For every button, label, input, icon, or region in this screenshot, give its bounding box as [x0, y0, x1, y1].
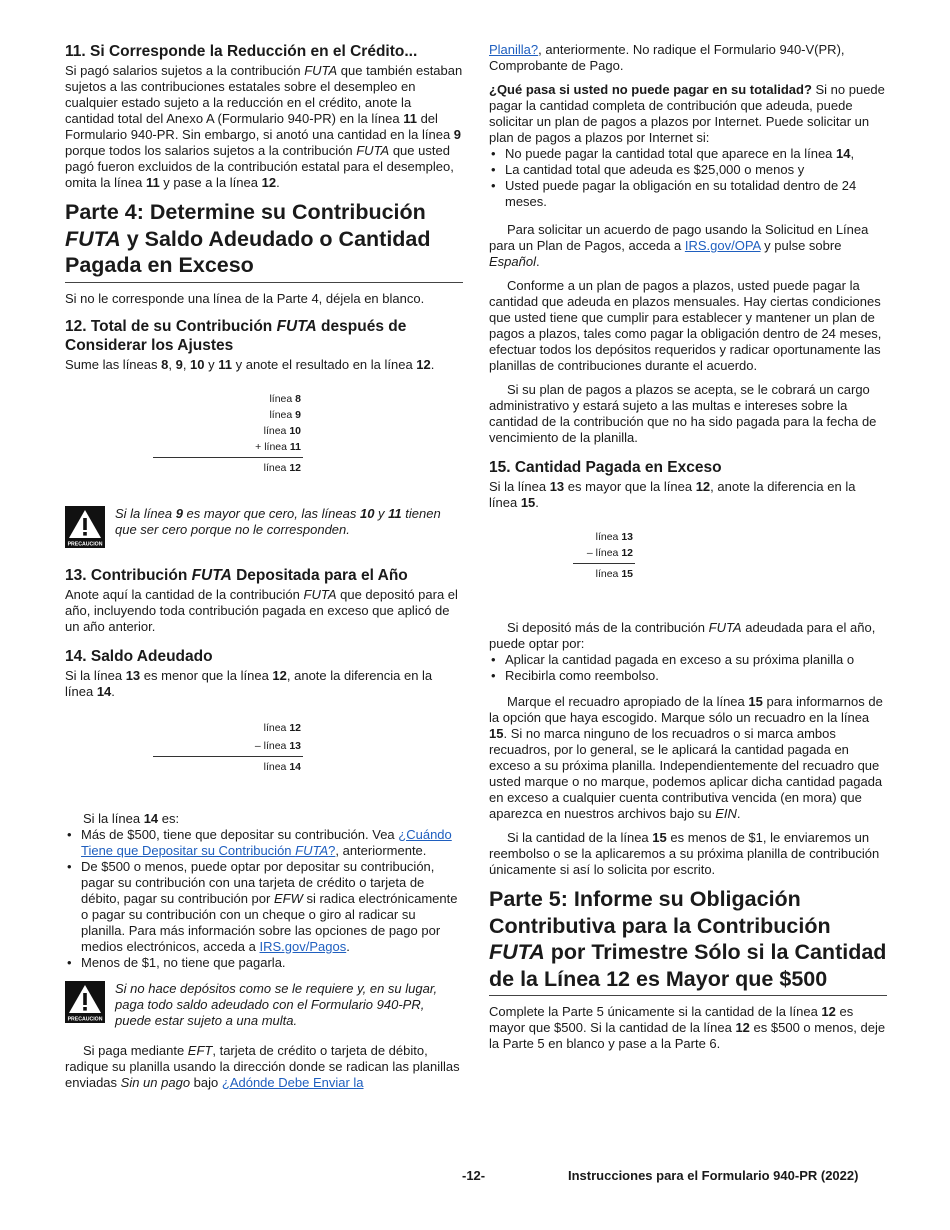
section-15-text: Si la línea 13 es mayor que la línea 12, anote la diferencia en la línea 15.	[489, 479, 856, 510]
irs-opa-link[interactable]: IRS.gov/OPA	[684, 238, 761, 253]
installment-question: ¿Qué pasa si usted no puede pagar en su totalidad?	[489, 82, 812, 97]
line-14-calculation	[153, 720, 303, 775]
irs-pagos-link[interactable]: IRS.gov/Pagos	[259, 938, 347, 954]
calc-line: línea 12	[263, 721, 301, 734]
section-14-text: Si la línea 13 es menor que la línea 12, anote la diferencia en la línea 14.	[65, 667, 433, 699]
calc-line: línea 13	[595, 531, 633, 543]
calc-total: línea 12	[153, 457, 303, 476]
accept-paragraph: Si su plan de pagos a plazos se acepta, se le cobrará un cargo administrativo y estará sujeto a las multas e intereses sobre la cantidad de la contribución que no ha sido pagada para la fecha de vencimiento de la planilla.	[489, 382, 877, 445]
calc-line: + línea 11	[255, 440, 301, 453]
section-12-title: 12. Total de su Contribución FUTA después de Considerar los Ajustes	[65, 317, 407, 354]
part-5-text: Complete la Parte 5 únicamente si la cantidad de la línea 12 es mayor que $500. Si la cantidad de la línea 12 es $500 o menos, deje la Parte 5 en blanco y pase a la Parte 6.	[489, 1004, 886, 1051]
section-11-title: 11. Si Corresponde la Reducción en el Crédito...	[65, 43, 418, 60]
opa-paragraph: Para solicitar un acuerdo de pago usando la Solicitud en Línea para un Plan de Pagos, acceda a IRS.gov/OPA y pulse sobre Español.	[489, 222, 869, 269]
continued-paragraph: Planilla?, anteriormente. No radique el Formulario 940-V(PR), Comprobante de Pago.	[489, 42, 845, 73]
overpaid-paragraph: Si depositó más de la contribución FUTA adeudada para el año, puede optar por:	[489, 620, 876, 651]
part-4-intro: Si no le corresponde una línea de la Parte 4, déjela en blanco.	[65, 290, 425, 306]
list-item: • No puede pagar la cantidad total que aparece en la línea 14,	[489, 146, 887, 162]
mark-box-paragraph: Marque el recuadro apropiado de la línea 15 para informarnos de la opción que haya escogido. Marque sólo un recuadro en la línea 15. Si no marca ninguno de los recuadros o si marca ambos recuadros, por lo general, se le aplicará la cantidad pagada en exceso a su próxima planilla. Independientemente del recuadro que usted marque o no marque, podemos aplicar dicha cantidad pagada en exceso a cualquier cuenta contributiva vencida (en mora) que aparezca en nuestros archivos bajo su EIN.	[489, 694, 883, 821]
less-than-1-paragraph: Si la cantidad de la línea 15 es menos de $1, le enviaremos un reembolso o se la aplicaremos a su próxima planilla de contribución únicamente si así lo solicita por escrito.	[489, 830, 880, 877]
calc-line: línea 9	[269, 408, 301, 421]
deposit-link[interactable]: ¿Cuándo Tiene que Depositar su Contribución FUTA?	[81, 826, 452, 858]
part-4-title: Parte 4: Determine su Contribución FUTA y Saldo Adeudado o Cantidad Pagada en Exceso	[65, 199, 463, 283]
where-to-file-link-cont[interactable]: Planilla?	[489, 42, 539, 57]
list-item: • Menos de $1, no tiene que pagarla.	[65, 955, 463, 971]
section-13-text: Anote aquí la cantidad de la contribución FUTA que depositó para el año, incluyendo toda contribución pagada en exceso que aplicó de un año anterior.	[65, 586, 458, 634]
list-item: • La cantidad total que adeuda es $25,000 o menos y	[489, 162, 887, 178]
calc-total: línea 15	[573, 563, 635, 582]
list-item: • Usted puede pagar la obligación en su totalidad dentro de 24 meses.	[489, 178, 887, 210]
calc-line: línea 10	[263, 424, 301, 437]
section-12-text: Sume las líneas 8, 9, 10 y 11 y anote el resultado en la línea 12.	[65, 356, 435, 372]
calc-total: línea 14	[153, 756, 303, 775]
caution-note-1	[65, 506, 463, 548]
section-14-conditions: Si la línea 14 es:	[83, 810, 180, 826]
part-5-title: Parte 5: Informe su Obligación Contributiva para la Contribución FUTA por Trimestre Sólo si la Cantidad de la Línea 12 es Mayor que $500	[489, 886, 887, 996]
line-12-calculation	[153, 391, 303, 476]
left-column	[65, 42, 463, 1099]
caution-icon	[65, 506, 105, 548]
section-11-text: Si pagó salarios sujetos a la contribución FUTA que también estaban sujetos a las contribuciones estatales sobre el desempleo en cualquier estado sujeto a la reducción en el crédito, anote la cantidad total del Anexo A (Formulario 940-PR) en la línea 11 del Formulario 940-PR. Sin embargo, si anotó una cantidad en la línea 9 porque todos los salarios sujetos a la contribución FUTA que usted pagó fueron excluidos de la contribución estatal para el desempleo, omita la línea 11 y pase a la línea 12.	[65, 63, 463, 190]
calc-line: – línea 13	[254, 739, 301, 752]
caution-text: Si la línea 9 es mayor que cero, las líneas 10 y 11 tienen que ser cero porque no le corresponden.	[115, 505, 441, 537]
calc-line: – línea 12	[586, 547, 633, 559]
svg-text:PRECAUCION: PRECAUCION	[67, 1016, 103, 1022]
section-15-title: 15. Cantidad Pagada en Exceso	[489, 459, 722, 476]
section-13-title: 13. Contribución FUTA Depositada para el Año	[65, 566, 408, 584]
installment-paragraph: ¿Qué pasa si usted no puede pagar en su totalidad? Si no puede pagar la cantidad completa de contribución que adeuda, puede solicitar un plan de pagos a plazos por Internet. Puede solicitar un plan de pagos a plazos por Internet si:	[489, 82, 885, 145]
line-15-calculation	[573, 529, 635, 582]
page-number: -12-	[462, 1168, 486, 1183]
where-to-file-link[interactable]: ¿Adónde Debe Enviar la	[221, 1074, 364, 1090]
section-14-title: 14. Saldo Adeudado	[65, 647, 213, 665]
list-item: • Aplicar la cantidad pagada en exceso a su próxima planilla o	[489, 652, 887, 668]
document-title: Instrucciones para el Formulario 940-PR (2022)	[568, 1168, 859, 1183]
list-item: • De $500 o menos, puede optar por depositar su contribución, pagar su contribución con una tarjeta de crédito o tarjeta de débito, pagar su contribución por EFW si radica electrónicamente o pagar su contribución con un cheque o giro al radicar su planilla. Para más información sobre las opciones de pago por medios electrónicos, acceda a IRS.gov/Pagos.	[65, 859, 463, 955]
eft-paragraph: Si paga mediante EFT, tarjeta de crédito o tarjeta de débito, radique su planilla usando la dirección donde se radican las planillas enviadas Sin un pago bajo ¿Adónde Debe Enviar la	[65, 1042, 460, 1090]
list-item: • Recibirla como reembolso.	[489, 668, 887, 684]
svg-text:PRECAUCION: PRECAUCION	[67, 541, 103, 547]
list-item: • Más de $500, tiene que depositar su contribución. Vea ¿Cuándo Tiene que Depositar su Contribución FUTA?, anteriormente.	[65, 827, 463, 859]
caution-text: Si no hace depósitos como se le requiere y, en su lugar, paga todo saldo adeudado con el Formulario 940-PR, puede estar sujeto a una multa.	[115, 980, 438, 1028]
caution-icon	[65, 981, 105, 1023]
plan-paragraph: Conforme a un plan de pagos a plazos, usted puede pagar la cantidad que adeuda en plazos mensuales. Hay ciertas condiciones que usted tiene que cumplir para establecer y mantener un plan de pagos a plazos, tales como pagar la obligación dentro de 24 meses, efectuar todos los depósitos requeridos y radicar oportunamente las planillas de contribuciones durante el acuerdo.	[489, 278, 882, 373]
calc-line: línea 8	[269, 392, 301, 405]
caution-note-2	[65, 981, 463, 1029]
right-column	[489, 42, 887, 1060]
